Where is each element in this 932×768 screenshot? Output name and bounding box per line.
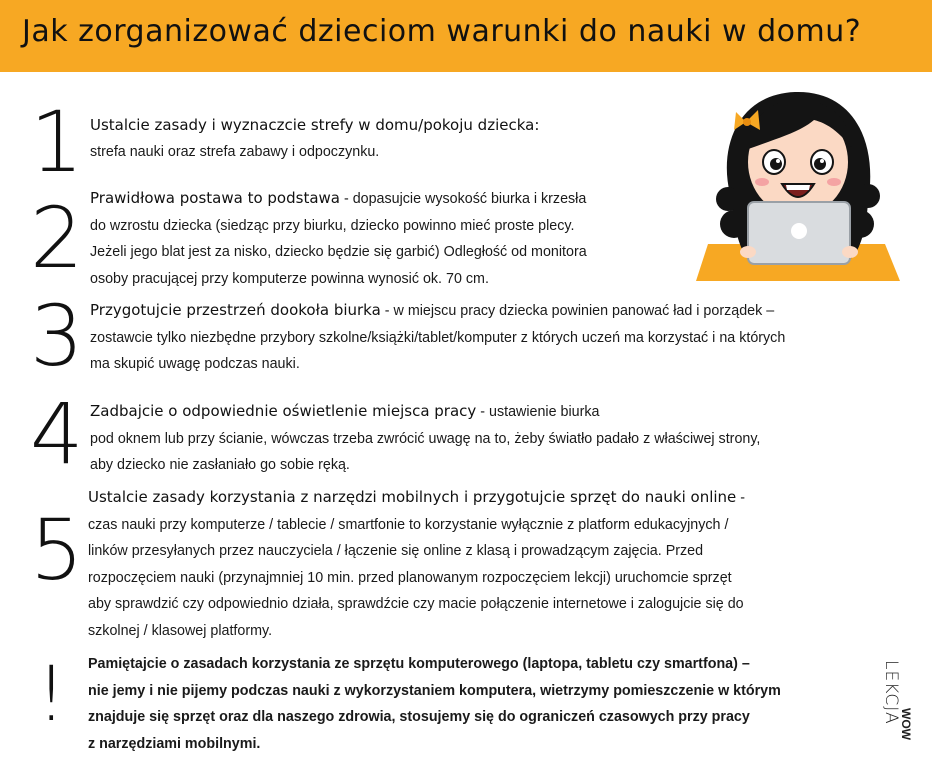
girl-with-laptop-illustration [690, 84, 910, 284]
item-3-line-2: ma skupić uwagę podczas nauki. [90, 356, 300, 372]
item-number-1: 1 [30, 93, 84, 191]
item-4-line-2: aby dziecko nie zasłaniało go sobie ręką. [90, 457, 350, 473]
item-3-lead: Przygotujcie przestrzeń dookoła biurka [90, 301, 381, 319]
note-line-4: z narzędziami mobilnymi. [88, 735, 261, 752]
item-4 [90, 398, 760, 479]
brand-line-2: WOW [899, 708, 913, 740]
item-number-4: 4 [30, 385, 84, 483]
exclamation-mark: ! [36, 649, 67, 738]
item-5 [88, 484, 745, 644]
item-2-lead-rest: - dopasujcie wysokość biurka i krzesła [339, 191, 587, 207]
item-5-line-5: szkolnej / klasowej platformy. [88, 622, 273, 639]
item-4-lead-rest: - ustawienie biurka [476, 404, 600, 420]
item-3 [90, 297, 785, 378]
item-number-2: 2 [30, 189, 84, 287]
item-1 [90, 112, 539, 165]
page-title: Jak zorganizować dzieciom warunki do nauki w domu? [22, 14, 862, 49]
item-5-lead-rest: - [736, 490, 746, 506]
item-5-line-2: linków przesyłanych przez nauczyciela / łączenie się online z klasą i prowadzącym zajęcia. Przed [88, 543, 704, 559]
item-2-line-1: do wzrostu dziecka (siedząc przy biurku, dziecko powinno mieć proste plecy. [90, 217, 575, 234]
item-5-line-1: czas nauki przy komputerze / tablecie / smartfonie to korzystanie wyłącznie z platform edukacyjnych / [88, 516, 729, 533]
reminder-note [88, 651, 781, 757]
title-banner [0, 0, 932, 72]
item-3-line-1: zostawcie tylko niezbędne przybory szkolne/książki/tablet/komputer z których uczeń ma korzystać i na których [90, 329, 786, 346]
brand-line-1: LEKCJA [881, 660, 901, 725]
item-number-3: 3 [30, 287, 84, 385]
item-1-line-1: strefa nauki oraz strefa zabawy i odpoczynku. [90, 143, 380, 160]
item-5-line-4: aby sprawdzić czy odpowiednio działa, sprawdźcie czy macie połączenie internetowe i zalogujcie się do [88, 596, 744, 612]
note-line-3: znajduje się sprzęt oraz dla naszego zdrowia, stosujemy się do ograniczeń czasowych przy pracy [88, 709, 750, 725]
item-2-line-2: Jeżeli jego blat jest za nisko, dziecko będzie się garbić) Odległość od monitora [90, 244, 587, 260]
item-4-lead: Zadbajcie o odpowiednie oświetlenie miejsca pracy [90, 402, 477, 420]
brand-logo [881, 660, 917, 746]
item-2-line-3: osoby pracującej przy komputerze powinna wynosić ok. 70 cm. [90, 270, 489, 287]
item-5-line-3: rozpoczęciem nauki (przynajmniej 10 min. przed planowanym rozpoczęciem lekcji) uruchomcie sprzęt [88, 569, 732, 586]
item-1-lead: Ustalcie zasady i wyznaczcie strefy w domu/pokoju dziecka: [90, 116, 540, 134]
item-3-lead-rest: - w miejscu pracy dziecka powinien panować ład i porządek – [380, 303, 775, 319]
item-5-lead: Ustalcie zasady korzystania z narzędzi mobilnych i przygotujcie sprzęt do nauki online [88, 488, 737, 506]
item-4-line-1: pod oknem lub przy ścianie, wówczas trzeba zwrócić uwagę na to, żeby światło padało z właściwej strony, [90, 430, 761, 447]
item-2-lead: Prawidłowa postawa to podstawa [90, 189, 340, 207]
item-number-5: 5 [30, 501, 84, 599]
item-2 [90, 185, 587, 292]
note-line-1: Pamiętajcie o zasadach korzystania ze sprzętu komputerowego (laptopa, tabletu czy smartfona) – [88, 656, 750, 672]
note-line-2: nie jemy i nie pijemy podczas nauki z wykorzystaniem komputera, wietrzymy pomieszczenie w którym [88, 682, 781, 699]
